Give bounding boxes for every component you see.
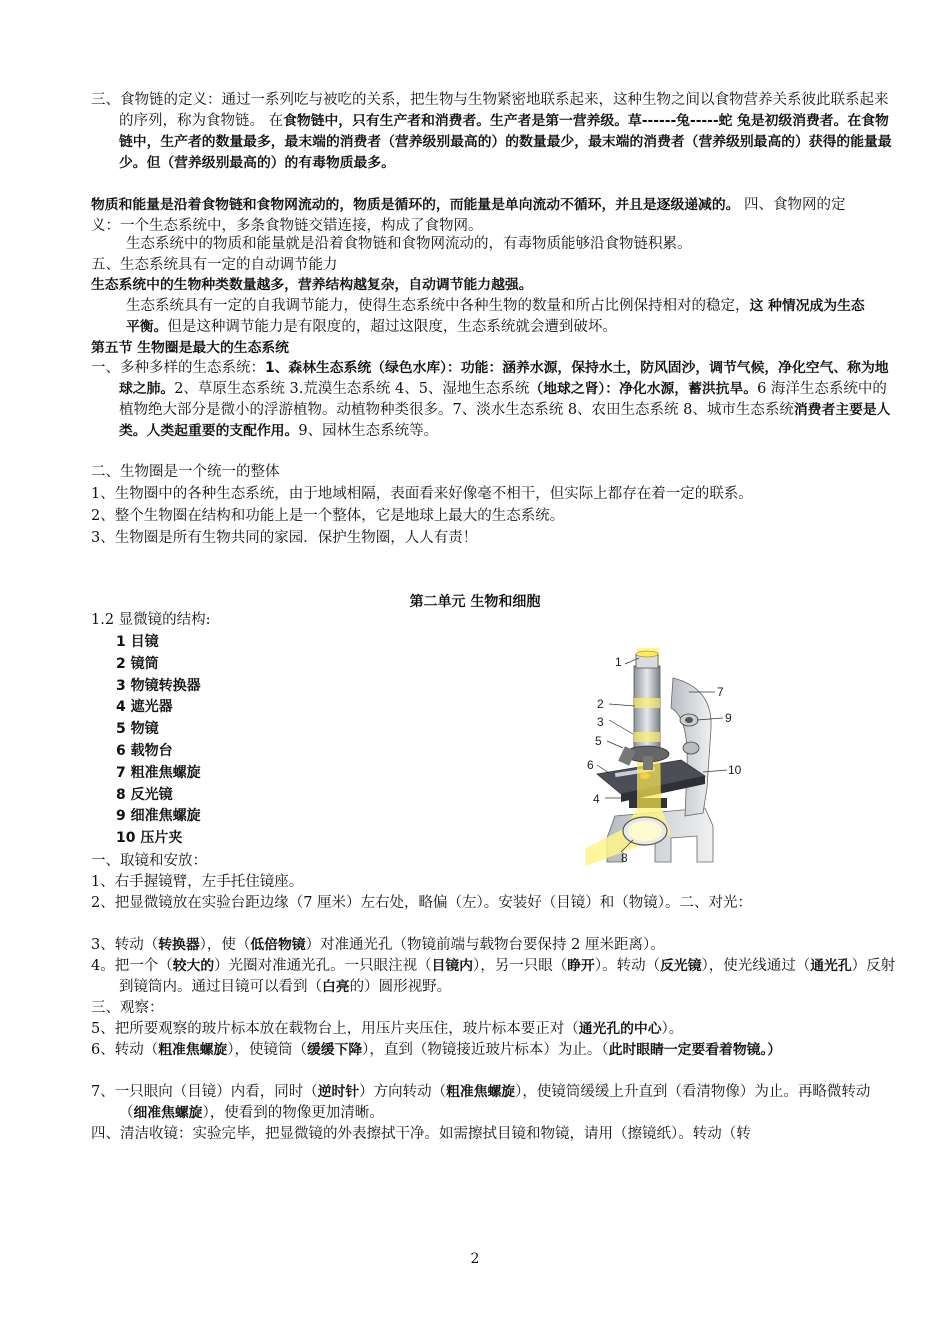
balance-text-2: 但是这种调节能力是有限度的，超过这限度，生态系统就会遭到破坏。 bbox=[167, 319, 617, 335]
figure-label: 6 bbox=[587, 758, 594, 772]
accumulate-paragraph: 生态系统中的物质和能量就是沿着食物链和食物网流动的，有毒物质能够沿食物链积累。 bbox=[126, 236, 692, 252]
biosphere-heading: 二、生物圈是一个统一的整体 bbox=[91, 464, 280, 480]
figure-label: 2 bbox=[597, 697, 604, 711]
part-item: 6 载物台 bbox=[116, 742, 173, 759]
s3-b1: 转换器 bbox=[158, 937, 200, 953]
s7-c: ）方向转动（ bbox=[359, 1084, 447, 1100]
s7-a: 7、一只眼向（目镜）内看，同时（ bbox=[91, 1084, 318, 1100]
figure-label: 8 bbox=[621, 851, 628, 865]
s4-b3: 睁开 bbox=[567, 958, 595, 974]
s4-a: 4。把一个（ bbox=[91, 958, 173, 974]
s4-e: ）。转动（ bbox=[594, 958, 661, 974]
s5-a: 5、把所要观察的玻片标本放在载物台上，用压片夹压住，玻片标本要正对（ bbox=[91, 1021, 579, 1037]
s6-a: 6、转动（ bbox=[91, 1042, 159, 1058]
page-number: 2 bbox=[470, 1251, 480, 1267]
figure-label: 4 bbox=[593, 792, 600, 806]
step-3 bbox=[91, 935, 869, 956]
s4-f: ），使光线通过（ bbox=[701, 958, 811, 974]
eco-bold-2: （地球之肾）：净化水源，蓄洪抗旱。 bbox=[529, 381, 758, 397]
s6-b1: 粗准焦螺旋 bbox=[158, 1042, 228, 1058]
food-chain-bold-2: 兔是初级消费者。在食物链中，生产者的数量最多，最末端的消费者（营养级别最高的）的数量最少，最末端的消费者（营养级别最高的）获得的能量最少。但（营养级别最高的）的有毒物质最多。 bbox=[119, 113, 892, 171]
s6-d: ），直到（物镜接近玻片标本）为止。（ bbox=[362, 1042, 609, 1058]
s4-b5: 通光孔 bbox=[810, 958, 852, 974]
eco-bold-1: 1、森林生态系统（绿色水库）：功能：涵养水源，保持水土，防风固沙，调节气候，净化空气、称为地球之肺。 bbox=[119, 360, 889, 397]
step-6 bbox=[91, 1040, 897, 1061]
microscope-illustration bbox=[585, 648, 755, 870]
eco-text-1: 一、多种多样的生态系统： bbox=[91, 360, 265, 376]
eco-bold-3: 消费者主要是人类。人类起重要的支配作用。 bbox=[119, 402, 891, 439]
s4-c: ）光圈对准通光孔。一只眼注视（ bbox=[214, 958, 432, 974]
figure-label: 5 bbox=[595, 734, 602, 748]
flow-paragraph bbox=[91, 195, 869, 237]
flow-bold: 物质和能量是沿着食物链和食物网流动的，物质是循环的，而能量是单向流动不循环，并且是逐级递减的。 bbox=[91, 197, 740, 213]
part-item: 4 遮光器 bbox=[116, 699, 173, 716]
eco-text-3: 6 海洋生态系统中的植物绝大部分是微小的浮游植物。动植物种类很多。7、淡水生态系统 8、农田生态系统 8、城市生态系统 bbox=[119, 381, 887, 418]
step-7 bbox=[91, 1082, 897, 1124]
s4-b6: 白亮 bbox=[322, 979, 350, 995]
balance-text-1: 生态系统具有一定的自我调节能力，使得生态系统中各种生物的数量和所占比例保持相对的稳定， bbox=[126, 298, 750, 314]
structure-heading: 1.2 显微镜的结构: bbox=[91, 612, 211, 628]
s7-d: ），使镜筒缓缓上升直到（看清物像）为止。再略微转动（ bbox=[119, 1084, 871, 1121]
step-2: 2、把显微镜放在实验台距边缘（7 厘米）左右处，略偏（左）。安装好（目镜）和（物镜）。二、对光： bbox=[91, 895, 753, 911]
regulation-bold: 生态系统中的生物种类数量越多，营养结构越复杂，自动调节能力越强。 bbox=[91, 277, 533, 293]
part-item: 3 物镜转换器 bbox=[116, 677, 201, 694]
unit-title: 第二单元 生物和细胞 bbox=[409, 594, 541, 610]
step-5 bbox=[91, 1019, 869, 1040]
s7-b2: 粗准焦螺旋 bbox=[446, 1084, 516, 1100]
food-web-definition: 四、食物网的定义：一个生态系统中，多条食物链交错连接，构成了食物网。 bbox=[91, 197, 846, 234]
part-item: 8 反光镜 bbox=[116, 786, 173, 803]
balance-bold: 这 种情况成为生态平衡。 bbox=[126, 298, 865, 335]
food-chain-definition: 三、食物链的定义：通过一系列吃与被吃的关系，把生物与生物紧密地联系起来，这种生物之间以食物营养关系彼此联系起来的序列，称为食物链。 在 bbox=[91, 92, 889, 129]
balance-paragraph bbox=[91, 296, 869, 338]
s4-g: ）反射到镜筒内。通过目镜可以看到（ bbox=[119, 958, 896, 995]
part-item: 9 细准焦螺旋 bbox=[116, 808, 201, 825]
section5-title: 第五节 生物圈是最大的生态系统 bbox=[91, 340, 289, 356]
figure-label: 10 bbox=[728, 763, 742, 777]
part-item: 2 镜筒 bbox=[116, 655, 159, 672]
regulation-heading: 五、生态系统具有一定的自动调节能力 bbox=[91, 257, 338, 273]
parts-list bbox=[116, 632, 201, 850]
s3-c: ），使（ bbox=[199, 937, 251, 953]
step-1: 1、右手握镜臂，左手托住镜座。 bbox=[91, 874, 304, 890]
s4-b2: 目镜内 bbox=[431, 958, 474, 974]
part-item: 10 压片夹 bbox=[116, 830, 183, 847]
part-item: 1 目镜 bbox=[116, 634, 159, 650]
part-item: 7 粗准焦螺旋 bbox=[116, 764, 201, 781]
s3-a: 3、转动（ bbox=[91, 937, 159, 953]
s6-b2: 缓缓下降 bbox=[306, 1042, 363, 1058]
step-heading-1: 一、取镜和安放： bbox=[91, 853, 207, 869]
eco-text-2: 2、草原生态系统 3.荒漠生态系统 4、5、湿地生态系统 bbox=[174, 381, 530, 397]
figure-label: 3 bbox=[597, 715, 604, 729]
clean-step: 四、清洁收镜：实验完毕，把显微镜的外表擦拭干净。如需擦拭目镜和物镜，请用（擦镜纸）。转动（转 bbox=[91, 1126, 751, 1142]
step-4 bbox=[91, 956, 897, 998]
biosphere-point-2: 2、整个生物圈在结构和功能上是一个整体，它是地球上最大的生态系统。 bbox=[91, 508, 565, 524]
s3-b2: 低倍物镜 bbox=[250, 937, 306, 953]
s5-c: ）。 bbox=[661, 1021, 684, 1037]
part-item: 5 物镜 bbox=[116, 721, 159, 738]
food-chain-bold-1: 食物链中，只有生产者和消费者。生产者是第一营养级。草------兔-----蛇 bbox=[283, 113, 733, 129]
s5-b: 通光孔的中心 bbox=[578, 1021, 662, 1037]
s4-b4: 反光镜 bbox=[660, 958, 702, 974]
s4-b1: 较大的 bbox=[172, 958, 215, 974]
s4-h: 的）圆形视野。 bbox=[349, 979, 452, 995]
figure-label: 9 bbox=[725, 711, 732, 725]
s7-b3: 细准焦螺旋 bbox=[133, 1105, 203, 1121]
s6-c: ），使镜筒（ bbox=[227, 1042, 307, 1058]
figure-label: 7 bbox=[717, 685, 724, 699]
s4-d: ），另一只眼（ bbox=[473, 958, 568, 974]
s6-b3: 此时眼睛一定要看着物镜。） bbox=[608, 1042, 782, 1058]
s3-d: ）对准通光孔（物镜前端与载物台要保持 2 厘米距离）。 bbox=[305, 937, 665, 953]
figure-label: 1 bbox=[615, 655, 622, 669]
biosphere-point-3: 3、生物圈是所有生物共同的家园．保护生物圈，人人有责！ bbox=[91, 530, 478, 546]
s7-b1: 逆时针 bbox=[317, 1084, 360, 1100]
food-chain-paragraph bbox=[91, 90, 897, 174]
biosphere-point-1: 1、生物圈中的各种生态系统，由于地域相隔，表面看来好像毫不相干，但实际上都存在着一定的联系。 bbox=[91, 486, 753, 502]
observe-heading: 三、观察： bbox=[91, 1000, 164, 1016]
s7-e: ），使看到的物像更加清晰。 bbox=[202, 1105, 384, 1121]
ecosystems-paragraph bbox=[91, 358, 897, 442]
eco-text-4: 9、园林生态系统等。 bbox=[298, 423, 439, 439]
